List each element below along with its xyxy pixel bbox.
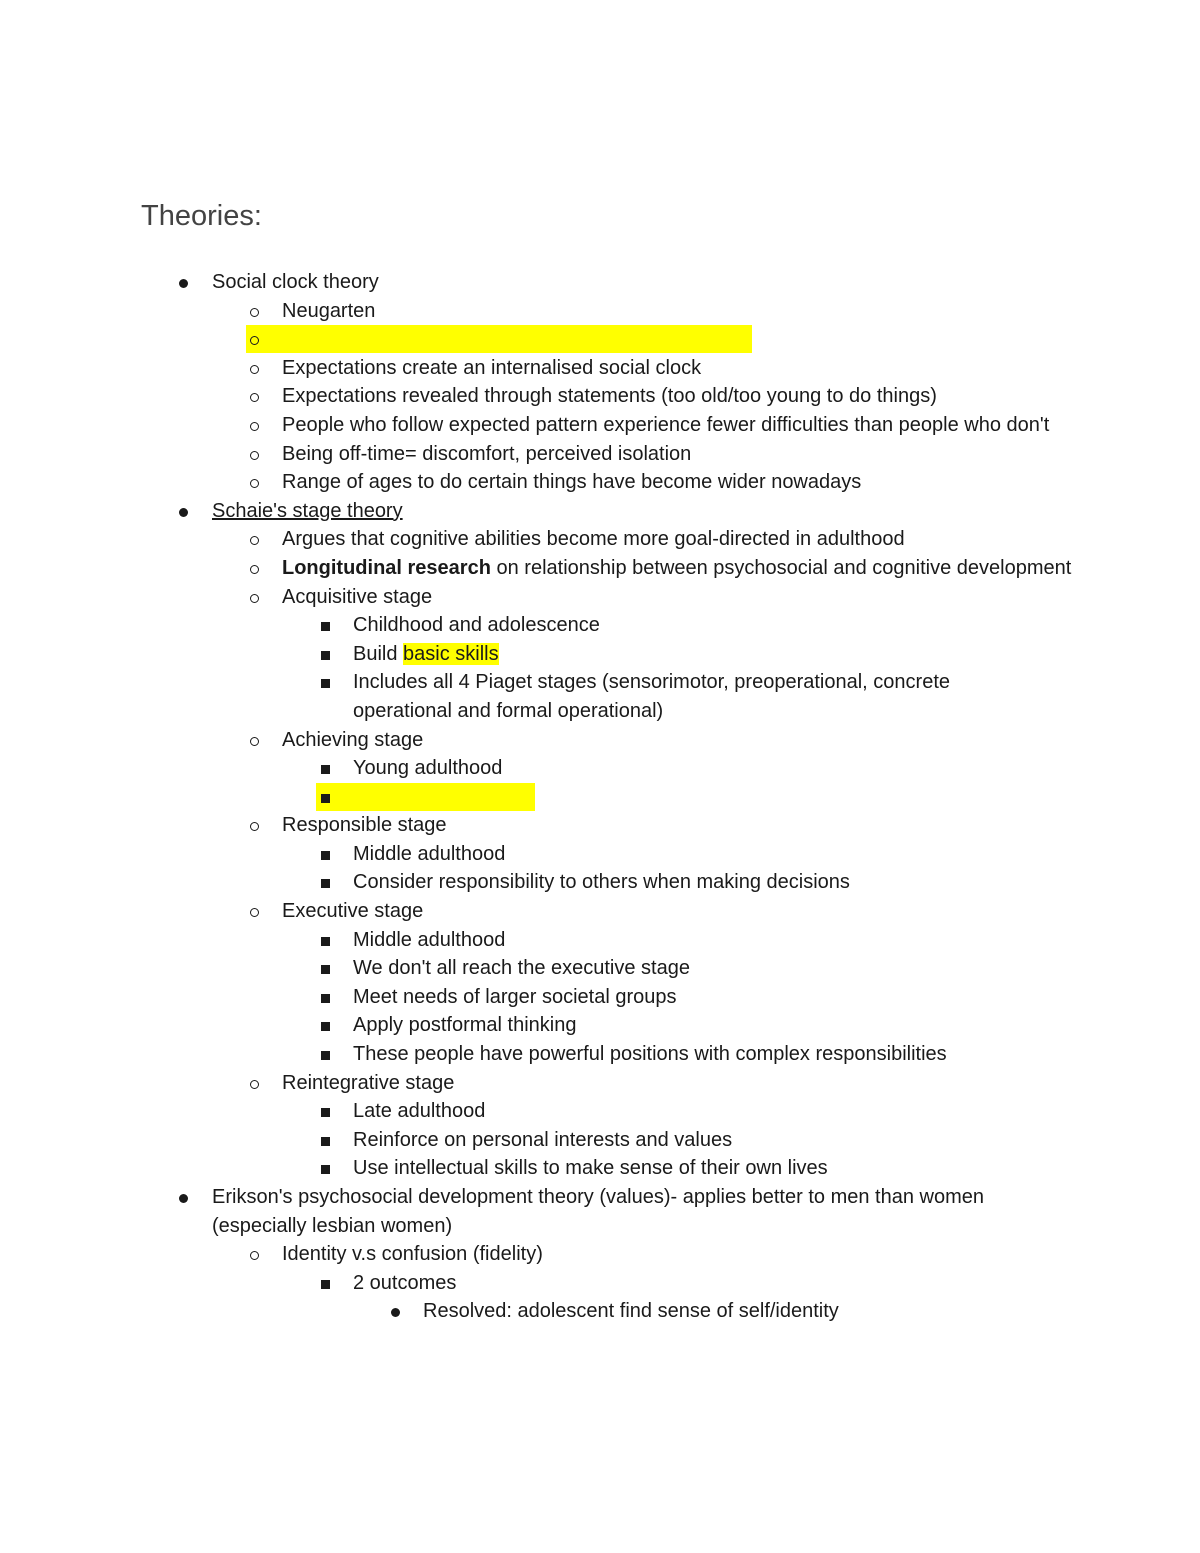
list-item bbox=[0, 840, 1200, 869]
list-item-text bbox=[423, 1297, 1063, 1326]
bullet-square-icon bbox=[315, 840, 335, 869]
item-text: Erikson's psychosocial development theory (values)- applies better to men than women (especially lesbian women) bbox=[212, 1186, 984, 1237]
list-item-text bbox=[212, 268, 1072, 297]
item-text: These people have powerful positions with complex responsibilities bbox=[353, 1043, 947, 1066]
list-item-text bbox=[353, 840, 1053, 869]
list-item bbox=[0, 1269, 1200, 1298]
item-text: Apply postformal thinking bbox=[353, 1014, 577, 1037]
list-item bbox=[0, 726, 1200, 755]
list-item-text bbox=[282, 297, 1072, 326]
list-item-text bbox=[212, 1183, 1072, 1240]
item-text: Use intellectual skills to make sense of their own lives bbox=[353, 1157, 828, 1180]
item-text: Being off-time= discomfort, perceived isolation bbox=[282, 442, 692, 465]
list-item bbox=[0, 1126, 1200, 1155]
list-item-text bbox=[353, 1040, 1053, 1069]
list-item bbox=[0, 382, 1200, 411]
item-text: Achieving stage bbox=[282, 728, 424, 751]
item-text: Schaie's stage theory bbox=[212, 499, 403, 522]
outline-list bbox=[0, 268, 1200, 1326]
bullet-disc-icon bbox=[173, 1183, 193, 1212]
bullet-square-icon bbox=[315, 1097, 335, 1126]
item-text: Expectations create an internalised social clock bbox=[282, 356, 702, 379]
bullet-circle-icon bbox=[244, 583, 264, 612]
list-item-text bbox=[353, 640, 1053, 669]
list-item-text bbox=[353, 954, 1053, 983]
bullet-square-icon bbox=[315, 640, 335, 669]
list-item bbox=[0, 1297, 1200, 1326]
list-item-text bbox=[353, 1154, 1053, 1183]
bullet-circle-icon bbox=[244, 440, 264, 469]
list-item bbox=[0, 954, 1200, 983]
list-item bbox=[0, 497, 1200, 526]
list-item-text bbox=[353, 611, 1053, 640]
item-text: Build bbox=[353, 642, 404, 665]
list-item bbox=[0, 811, 1200, 840]
list-item-text bbox=[353, 668, 1053, 725]
list-item-text bbox=[282, 1069, 1072, 1098]
list-item bbox=[0, 554, 1200, 583]
list-item bbox=[0, 640, 1200, 669]
list-item bbox=[0, 754, 1200, 783]
list-item-text bbox=[282, 411, 1072, 440]
list-item bbox=[0, 411, 1200, 440]
list-item-text bbox=[282, 811, 1072, 840]
list-item bbox=[0, 926, 1200, 955]
item-text: Includes all 4 Piaget stages (sensorimotor, preoperational, concrete operational and formal operational) bbox=[353, 671, 951, 722]
list-item bbox=[0, 897, 1200, 926]
highlight-marker bbox=[246, 325, 752, 353]
bullet-square-icon bbox=[315, 1269, 335, 1298]
item-text: Middle adulthood bbox=[353, 928, 506, 951]
bullet-square-icon bbox=[315, 868, 335, 897]
list-item-text bbox=[212, 497, 1072, 526]
bullet-circle-icon bbox=[244, 554, 264, 583]
list-item-text bbox=[353, 926, 1053, 955]
bullet-square-icon bbox=[315, 611, 335, 640]
list-item-text bbox=[353, 754, 1053, 783]
list-item bbox=[0, 1097, 1200, 1126]
bullet-circle-icon bbox=[244, 411, 264, 440]
list-item bbox=[0, 868, 1200, 897]
item-text: on relationship between psychosocial and cognitive development bbox=[490, 556, 1072, 579]
list-item bbox=[0, 525, 1200, 554]
item-text: Middle adulthood bbox=[353, 842, 506, 865]
item-text: Social clock theory bbox=[212, 271, 379, 293]
list-item bbox=[0, 268, 1200, 297]
list-item-text bbox=[353, 868, 1053, 897]
list-item bbox=[0, 1183, 1200, 1240]
list-item bbox=[0, 583, 1200, 612]
item-text: We don't all reach the executive stage bbox=[353, 957, 690, 980]
bullet-circle-icon bbox=[244, 382, 264, 411]
bullet-square-icon bbox=[315, 668, 335, 697]
highlight-marker bbox=[316, 783, 535, 811]
highlighted-text: basic skills bbox=[403, 642, 499, 665]
bullet-square-icon bbox=[315, 983, 335, 1012]
list-item bbox=[0, 611, 1200, 640]
item-text: Acquisitive stage bbox=[282, 585, 433, 608]
page-heading: Theories: bbox=[141, 200, 262, 232]
bullet-circle-icon bbox=[244, 297, 264, 326]
bold-text: Longitudinal research bbox=[282, 556, 491, 579]
list-item bbox=[0, 1240, 1200, 1269]
list-item bbox=[0, 783, 1200, 812]
bullet-circle-icon bbox=[244, 525, 264, 554]
list-item bbox=[0, 983, 1200, 1012]
list-item-text bbox=[282, 468, 1072, 497]
bullet-square-icon bbox=[315, 783, 335, 812]
bullet-square-icon bbox=[315, 754, 335, 783]
list-item bbox=[0, 354, 1200, 383]
list-item bbox=[0, 668, 1200, 725]
item-text: Consider responsibility to others when making decisions bbox=[353, 871, 850, 894]
bullet-disc-icon bbox=[173, 497, 193, 526]
bullet-square-icon bbox=[315, 1011, 335, 1040]
item-text: Meet needs of larger societal groups bbox=[353, 985, 677, 1008]
list-item-text bbox=[353, 983, 1053, 1012]
bullet-circle-icon bbox=[244, 726, 264, 755]
list-item-text bbox=[282, 554, 1072, 583]
list-item-text bbox=[282, 897, 1072, 926]
bullet-circle-icon bbox=[244, 325, 264, 354]
list-item bbox=[0, 468, 1200, 497]
list-item bbox=[0, 1154, 1200, 1183]
list-item-text bbox=[282, 525, 1072, 554]
item-text: Identity v.s confusion (fidelity) bbox=[282, 1243, 543, 1266]
list-item-text bbox=[282, 440, 1072, 469]
list-item-text bbox=[282, 726, 1072, 755]
item-text: Range of ages to do certain things have become wider nowadays bbox=[282, 471, 862, 494]
list-item-text bbox=[353, 1269, 1053, 1298]
list-item-text bbox=[282, 583, 1072, 612]
list-item bbox=[0, 1011, 1200, 1040]
list-item-text bbox=[353, 1097, 1053, 1126]
item-text: Childhood and adolescence bbox=[353, 614, 600, 637]
bullet-square-icon bbox=[315, 1126, 335, 1155]
item-text: Argues that cognitive abilities become more goal-directed in adulthood bbox=[282, 528, 905, 551]
list-item bbox=[0, 440, 1200, 469]
list-item bbox=[0, 325, 1200, 354]
list-item-text bbox=[282, 382, 1072, 411]
bullet-square-icon bbox=[315, 954, 335, 983]
list-item-text bbox=[282, 1240, 1072, 1269]
bullet-circle-icon bbox=[244, 897, 264, 926]
bullet-circle-icon bbox=[244, 1069, 264, 1098]
item-text: 2 outcomes bbox=[353, 1271, 457, 1294]
item-text: People who follow expected pattern experience fewer difficulties than people who don't bbox=[282, 413, 1050, 436]
list-item bbox=[0, 1069, 1200, 1098]
item-text: Executive stage bbox=[282, 900, 424, 923]
item-text: Reintegrative stage bbox=[282, 1071, 455, 1094]
bullet-square-icon bbox=[315, 926, 335, 955]
item-text: Reinforce on personal interests and values bbox=[353, 1128, 733, 1151]
item-text: Neugarten bbox=[282, 299, 376, 322]
bullet-disc-icon bbox=[385, 1297, 405, 1326]
list-item-text bbox=[353, 1126, 1053, 1155]
bullet-circle-icon bbox=[244, 354, 264, 383]
bullet-square-icon bbox=[315, 1040, 335, 1069]
bullet-circle-icon bbox=[244, 468, 264, 497]
list-item bbox=[0, 1040, 1200, 1069]
bullet-circle-icon bbox=[244, 1240, 264, 1269]
item-text: Responsible stage bbox=[282, 814, 447, 837]
item-text: Resolved: adolescent find sense of self/identity bbox=[423, 1300, 839, 1323]
item-text: Late adulthood bbox=[353, 1100, 486, 1123]
list-item-text bbox=[353, 1011, 1053, 1040]
item-text: Expectations revealed through statements (too old/too young to do things) bbox=[282, 385, 937, 408]
list-item-text bbox=[282, 354, 1072, 383]
list-item bbox=[0, 297, 1200, 326]
bullet-circle-icon bbox=[244, 811, 264, 840]
item-text: Young adulthood bbox=[353, 757, 503, 780]
bullet-square-icon bbox=[315, 1154, 335, 1183]
bullet-disc-icon bbox=[173, 268, 193, 297]
